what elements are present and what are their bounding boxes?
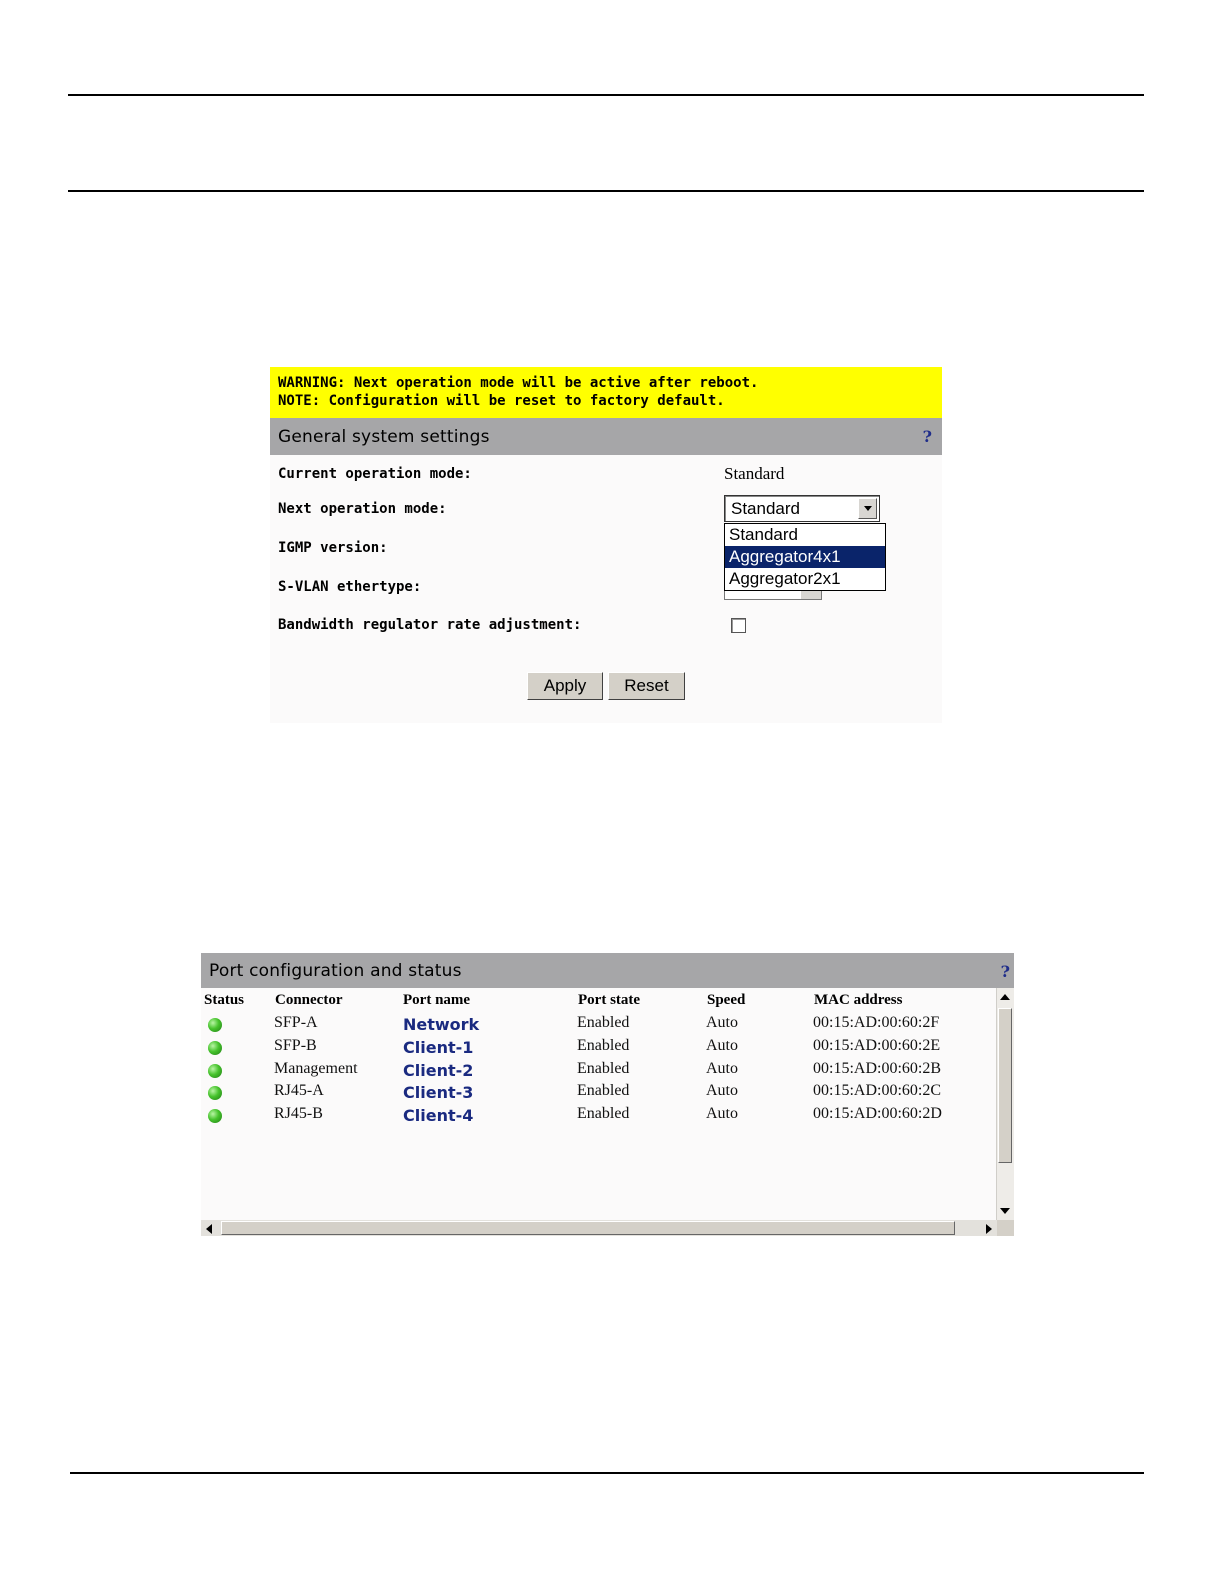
port-name-link[interactable]: Client-2: [403, 1061, 474, 1080]
mac-cell: 00:15:AD:00:60:2F: [813, 1014, 940, 1031]
horizontal-scroll-thumb[interactable]: [221, 1221, 955, 1235]
bandwidth-checkbox[interactable]: [731, 618, 746, 633]
port-state-cell: Enabled: [577, 1014, 630, 1031]
speed-cell: Auto: [706, 1060, 738, 1077]
connector-cell: SFP-A: [274, 1014, 318, 1031]
warning-text: WARNING: Next operation mode will be active after reboot.: [278, 375, 759, 391]
scroll-left-icon[interactable]: [206, 1224, 212, 1234]
status-led-icon: [208, 1109, 222, 1123]
ports-title: Port configuration and status: [209, 961, 462, 981]
port-name-link[interactable]: Client-3: [403, 1083, 474, 1102]
column-header-port-name: Port name: [403, 992, 471, 1008]
port-name-link[interactable]: Network: [403, 1015, 480, 1034]
help-icon[interactable]: ?: [1000, 962, 1010, 981]
settings-title: General system settings: [278, 427, 490, 447]
next-mode-selected: Standard: [731, 499, 800, 518]
current-mode-value: Standard: [724, 464, 785, 483]
general-settings-panel: [270, 367, 942, 723]
igmp-label: IGMP version:: [278, 540, 388, 556]
status-led-icon: [208, 1041, 222, 1055]
dropdown-option-aggregator4x1[interactable]: Aggregator4x1: [725, 546, 885, 568]
port-state-cell: Enabled: [577, 1082, 630, 1099]
port-name-link[interactable]: Client-1: [403, 1038, 474, 1057]
help-icon[interactable]: ?: [922, 427, 932, 446]
vertical-scroll-thumb[interactable]: [998, 1008, 1012, 1163]
column-header-connector: Connector: [275, 992, 343, 1008]
port-config-panel: [201, 953, 1014, 1236]
column-header-speed: Speed: [707, 992, 746, 1008]
connector-cell: SFP-B: [274, 1037, 317, 1054]
vertical-scrollbar[interactable]: [996, 988, 1014, 1220]
scroll-right-icon[interactable]: [986, 1224, 992, 1234]
next-mode-select[interactable]: [724, 495, 880, 522]
settings-header: [270, 418, 942, 455]
horizontal-scrollbar[interactable]: [201, 1220, 997, 1236]
scrollbar-corner: [997, 1220, 1014, 1236]
speed-cell: Auto: [706, 1037, 738, 1054]
header-rule-top: [68, 94, 1144, 96]
mac-cell: 00:15:AD:00:60:2B: [813, 1060, 942, 1077]
dropdown-option-aggregator2x1[interactable]: Aggregator2x1: [729, 569, 841, 588]
next-mode-dropdown[interactable]: [724, 523, 886, 591]
port-name-link[interactable]: Client-4: [403, 1106, 474, 1125]
status-led-icon: [208, 1018, 222, 1032]
ports-header: [201, 953, 1014, 988]
warning-banner: [270, 367, 942, 418]
mac-cell: 00:15:AD:00:60:2D: [813, 1105, 942, 1122]
mac-cell: 00:15:AD:00:60:2C: [813, 1082, 942, 1099]
scroll-up-icon[interactable]: [1000, 994, 1010, 1000]
svlan-label: S-VLAN ethertype:: [278, 579, 422, 595]
dropdown-option-standard[interactable]: Standard: [729, 525, 798, 544]
connector-cell: RJ45-B: [274, 1105, 323, 1122]
bandwidth-label: Bandwidth regulator rate adjustment:: [278, 617, 582, 633]
port-state-cell: Enabled: [577, 1105, 630, 1122]
status-led-icon: [208, 1086, 222, 1100]
column-header-status: Status: [204, 992, 245, 1008]
column-header-port-state: Port state: [578, 992, 641, 1008]
current-mode-label: Current operation mode:: [278, 466, 472, 482]
speed-cell: Auto: [706, 1105, 738, 1122]
speed-cell: Auto: [706, 1014, 738, 1031]
scroll-down-icon[interactable]: [1000, 1208, 1010, 1214]
status-led-icon: [208, 1064, 222, 1078]
note-text: NOTE: Configuration will be reset to factory default.: [278, 393, 725, 409]
chevron-down-icon[interactable]: [858, 498, 877, 519]
header-rule-bottom: [68, 190, 1144, 192]
footer-rule: [70, 1472, 1144, 1474]
port-state-cell: Enabled: [577, 1037, 630, 1054]
connector-cell: Management: [274, 1060, 358, 1077]
connector-cell: RJ45-A: [274, 1082, 324, 1099]
apply-button[interactable]: Apply: [527, 672, 603, 700]
column-header-mac: MAC address: [814, 992, 903, 1008]
reset-button[interactable]: Reset: [608, 672, 685, 700]
port-state-cell: Enabled: [577, 1060, 630, 1077]
mac-cell: 00:15:AD:00:60:2E: [813, 1037, 941, 1054]
speed-cell: Auto: [706, 1082, 738, 1099]
next-mode-label: Next operation mode:: [278, 501, 447, 517]
